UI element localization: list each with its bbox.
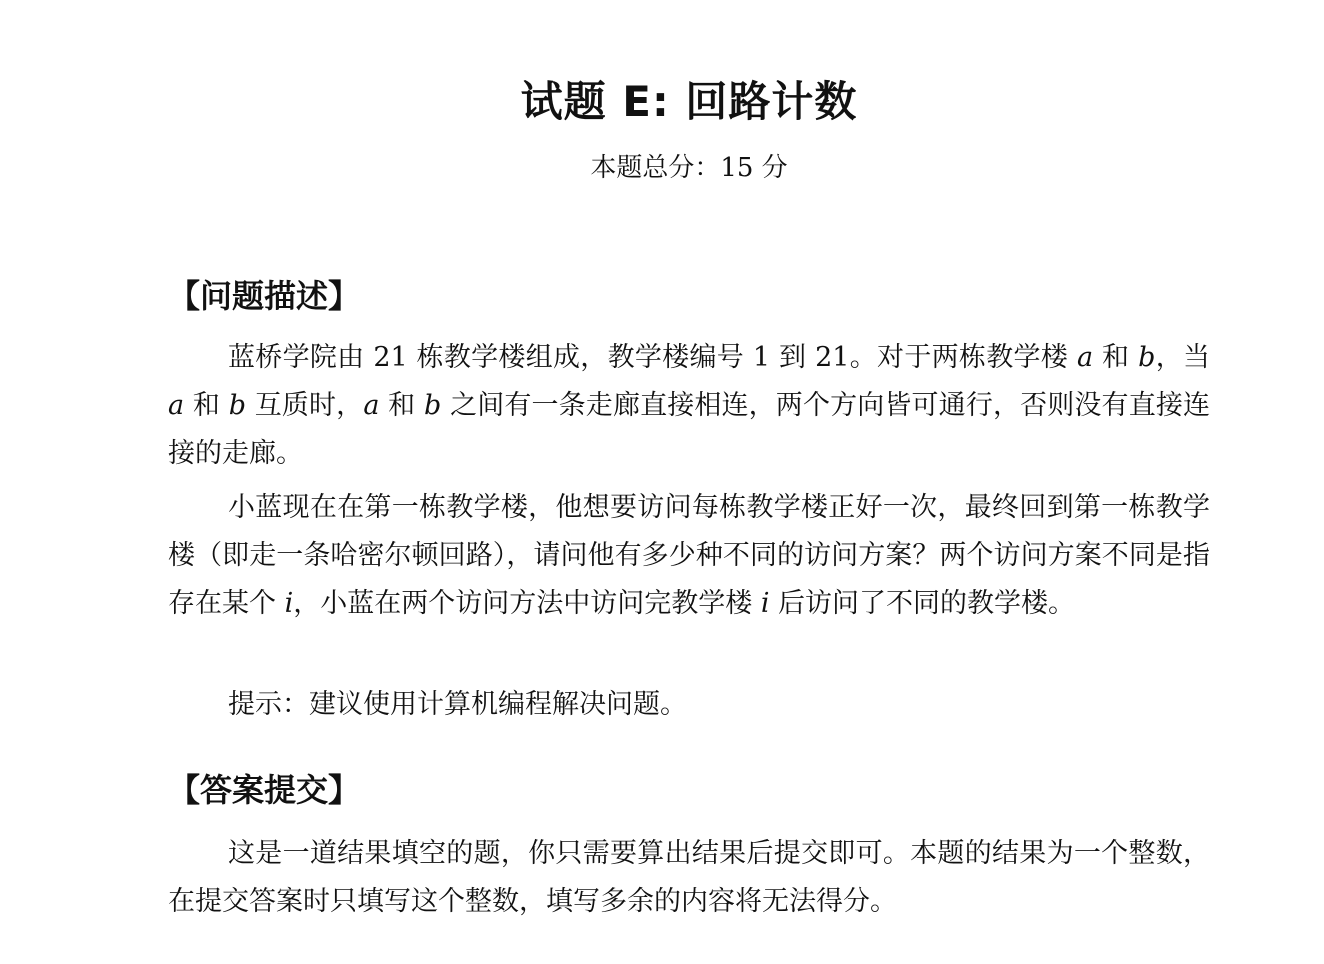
description-paragraph-1: 蓝桥学院由 21 栋教学楼组成，教学楼编号 1 到 21。对于两栋教学楼 a 和 b，当 a 和 b 互质时，a 和 b 之间有一条走廊直接相连，两个方向皆可通行，否则没有直接连接的走廊。: [168, 342, 1211, 469]
description-paragraph-2: 小蓝现在在第一栋教学楼，他想要访问每栋教学楼正好一次，最终回到第一栋教学楼（即走一条哈密尔顿回路），请问他有多少种不同的访问方案？两个访问方案不同是指存在某个 i，小蓝在两个访问方法中访问完教学楼 i 后访问了不同的教学楼。: [168, 492, 1210, 619]
problem-description-heading: 【问题描述】: [168, 277, 361, 315]
var-i: i: [284, 588, 294, 619]
var-b: b: [228, 390, 247, 421]
var-a: a: [168, 390, 185, 421]
var-a: a: [1076, 342, 1094, 373]
answer-submission-heading: 【答案提交】: [168, 771, 361, 809]
hint-text: 提示：建议使用计算机编程解决问题。: [228, 689, 687, 720]
var-b: b: [424, 390, 442, 421]
var-b: b: [1138, 342, 1156, 373]
var-i: i: [760, 588, 770, 619]
var-a: a: [363, 390, 380, 421]
total-score: 本题总分：15 分: [590, 153, 788, 183]
answer-instructions: 这是一道结果填空的题，你只需要算出结果后提交即可。本题的结果为一个整数，在提交答案时只填写这个整数，填写多余的内容将无法得分。: [168, 838, 1210, 917]
problem-title: 试题 E: 回路计数: [520, 77, 858, 126]
